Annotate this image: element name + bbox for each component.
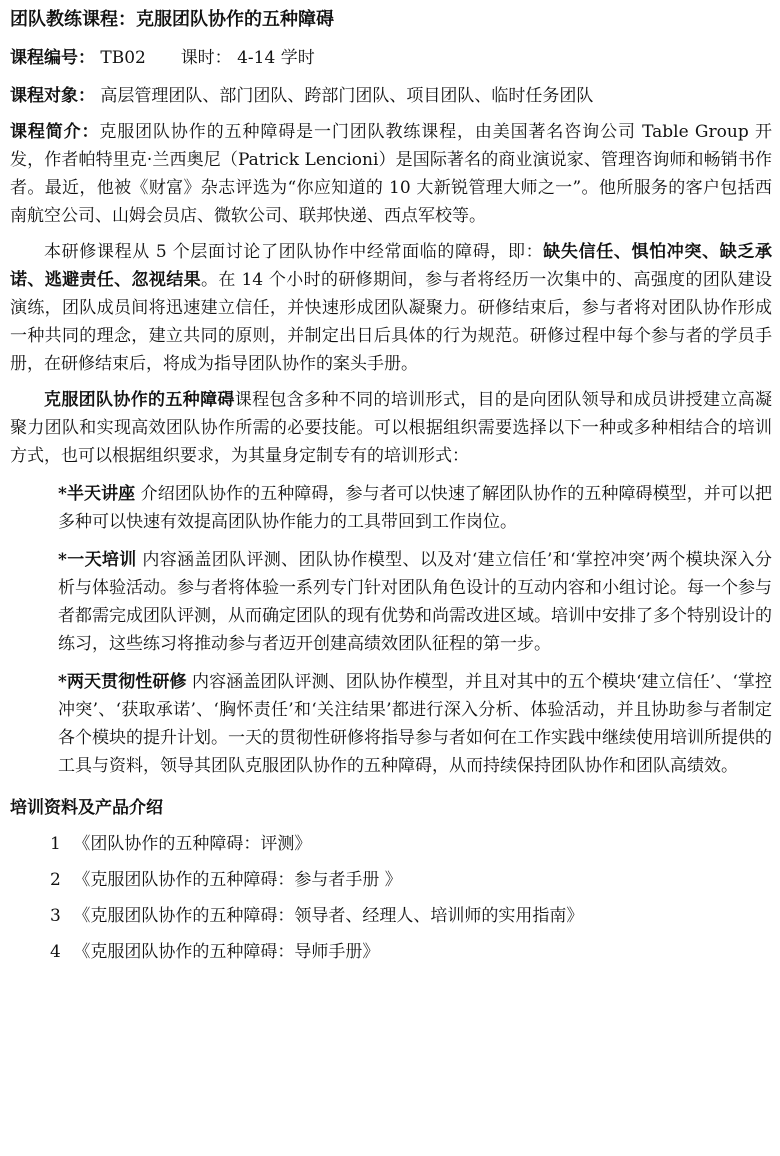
format-description: 内容涵盖团队评测、团队协作模型、以及对‘建立信任’和‘掌控冲突’两个模块深入分析与体验活动。参与者将体验一系列专门针对团队角色设计的互动内容和小组讨论。每一个参与者都需完成团队评测，从而确定团队的现有优势和尚需改进区域。培训中安排了多个特别设计的练习，这些练习将推动参与者迈开创建高绩效团队征程的第一步。 <box>58 550 772 654</box>
format-one-day-training <box>58 546 772 658</box>
material-item-number: 3 <box>50 906 61 926</box>
material-item <box>10 938 772 966</box>
format-bullet-mark: * <box>58 484 67 504</box>
course-description-paragraph <box>10 238 772 378</box>
format-bullet-mark: * <box>58 550 67 570</box>
materials-list <box>10 830 772 966</box>
materials-section-title: 培训资料及产品介绍 <box>10 798 163 818</box>
course-description-before: 本研修课程从 5 个层面讨论了团队协作中经常面临的障碍，即： <box>44 242 544 262</box>
material-item <box>10 866 772 894</box>
course-intro-text: 克服团队协作的五种障碍是一门团队教练课程，由美国著名咨询公司 Table Group 开发，作者帕特里克·兰西奥尼（Patrick Lencioni）是国际著名的商业演说家、管理咨询师和畅销书作者。最近，他被《财富》杂志评选为“你应知道的 10 大新锐管理大师之一”。他所服务的客户包括西南航空公司、山姆会员店、微软公司、联邦快递、西点军校等。 <box>10 122 772 226</box>
course-hours-value: 4-14 学时 <box>237 48 315 68</box>
format-two-day-workshop <box>58 668 772 780</box>
course-description-after: 。在 14 个小时的研修期间，参与者将经历一次集中的、高强度的团队建设演练，团队成员间将迅速建立信任，并快速形成团队凝聚力。研修结束后，参与者将对团队协作形成一种共同的理念，建立共同的原则，并制定出日后具体的行为规范。研修过程中每个参与者的学员手册，在研修结束后，将成为指导团队协作的案头手册。 <box>10 270 772 374</box>
material-item <box>10 902 772 930</box>
material-item-title: 《克服团队协作的五种障碍：领导者、经理人、培训师的实用指南》 <box>73 906 584 926</box>
course-code-value: TB02 <box>100 48 146 68</box>
format-description: 介绍团队协作的五种障碍，参与者可以快速了解团队协作的五种障碍模型，并可以把多种可以快速有效提高团队协作能力的工具带回到工作岗位。 <box>58 484 773 532</box>
material-item-number: 4 <box>50 942 61 962</box>
course-page <box>10 6 772 966</box>
training-formats-highlight: 克服团队协作的五种障碍 <box>44 390 235 410</box>
course-hours-label: 课时： <box>180 48 232 68</box>
course-intro <box>10 118 772 230</box>
five-dysfunctions-highlight: 缺失信任、惧怕冲突、缺乏承诺、逃避责任、忽视结果 <box>10 242 773 290</box>
format-title: 半天讲座 <box>66 484 136 504</box>
course-audience <box>10 82 772 110</box>
material-item-number: 1 <box>50 834 61 854</box>
material-item <box>10 830 772 858</box>
course-code-label: 课程编号： <box>10 48 95 68</box>
course-audience-value: 高层管理团队、部门团队、跨部门团队、项目团队、临时任务团队 <box>100 86 594 106</box>
training-formats-text: 课程包含多种不同的培训形式，目的是向团队领导和成员讲授建立高凝聚力团队和实现高效团队协作所需的必要技能。可以根据组织需要选择以下一种或多种相结合的培训方式，也可以根据组织要求，为其量身定制专有的培训形式： <box>10 390 773 466</box>
format-bullet-mark: * <box>58 672 67 692</box>
format-title: 两天贯彻性研修 <box>66 672 187 692</box>
material-item-number: 2 <box>50 870 61 890</box>
course-meta <box>10 44 772 72</box>
course-intro-label: 课程简介： <box>10 122 100 142</box>
format-title: 一天培训 <box>66 550 137 570</box>
material-item-title: 《团队协作的五种障碍：评测》 <box>73 834 312 854</box>
training-formats-intro <box>10 386 772 470</box>
format-half-day-lecture <box>58 480 772 536</box>
format-description: 内容涵盖团队评测、团队协作模型，并且对其中的五个模块‘建立信任’、‘掌控冲突’、‘获取承诺’、‘胸怀责任’和‘关注结果’都进行深入分析、体验活动，并且协助参与者制定各个模块的提升计划。一天的贯彻性研修将指导参与者如何在工作实践中继续使用培训所提供的工具与资料，领导其团队克服团队协作的五种障碍，从而持续保持团队协作和团队高绩效。 <box>58 672 772 776</box>
material-item-title: 《克服团队协作的五种障碍：导师手册》 <box>73 942 380 962</box>
course-audience-label: 课程对象： <box>10 86 95 106</box>
material-item-title: 《克服团队协作的五种障碍：参与者手册 》 <box>73 870 402 890</box>
page-title: 团队教练课程：克服团队协作的五种障碍 <box>10 9 334 30</box>
